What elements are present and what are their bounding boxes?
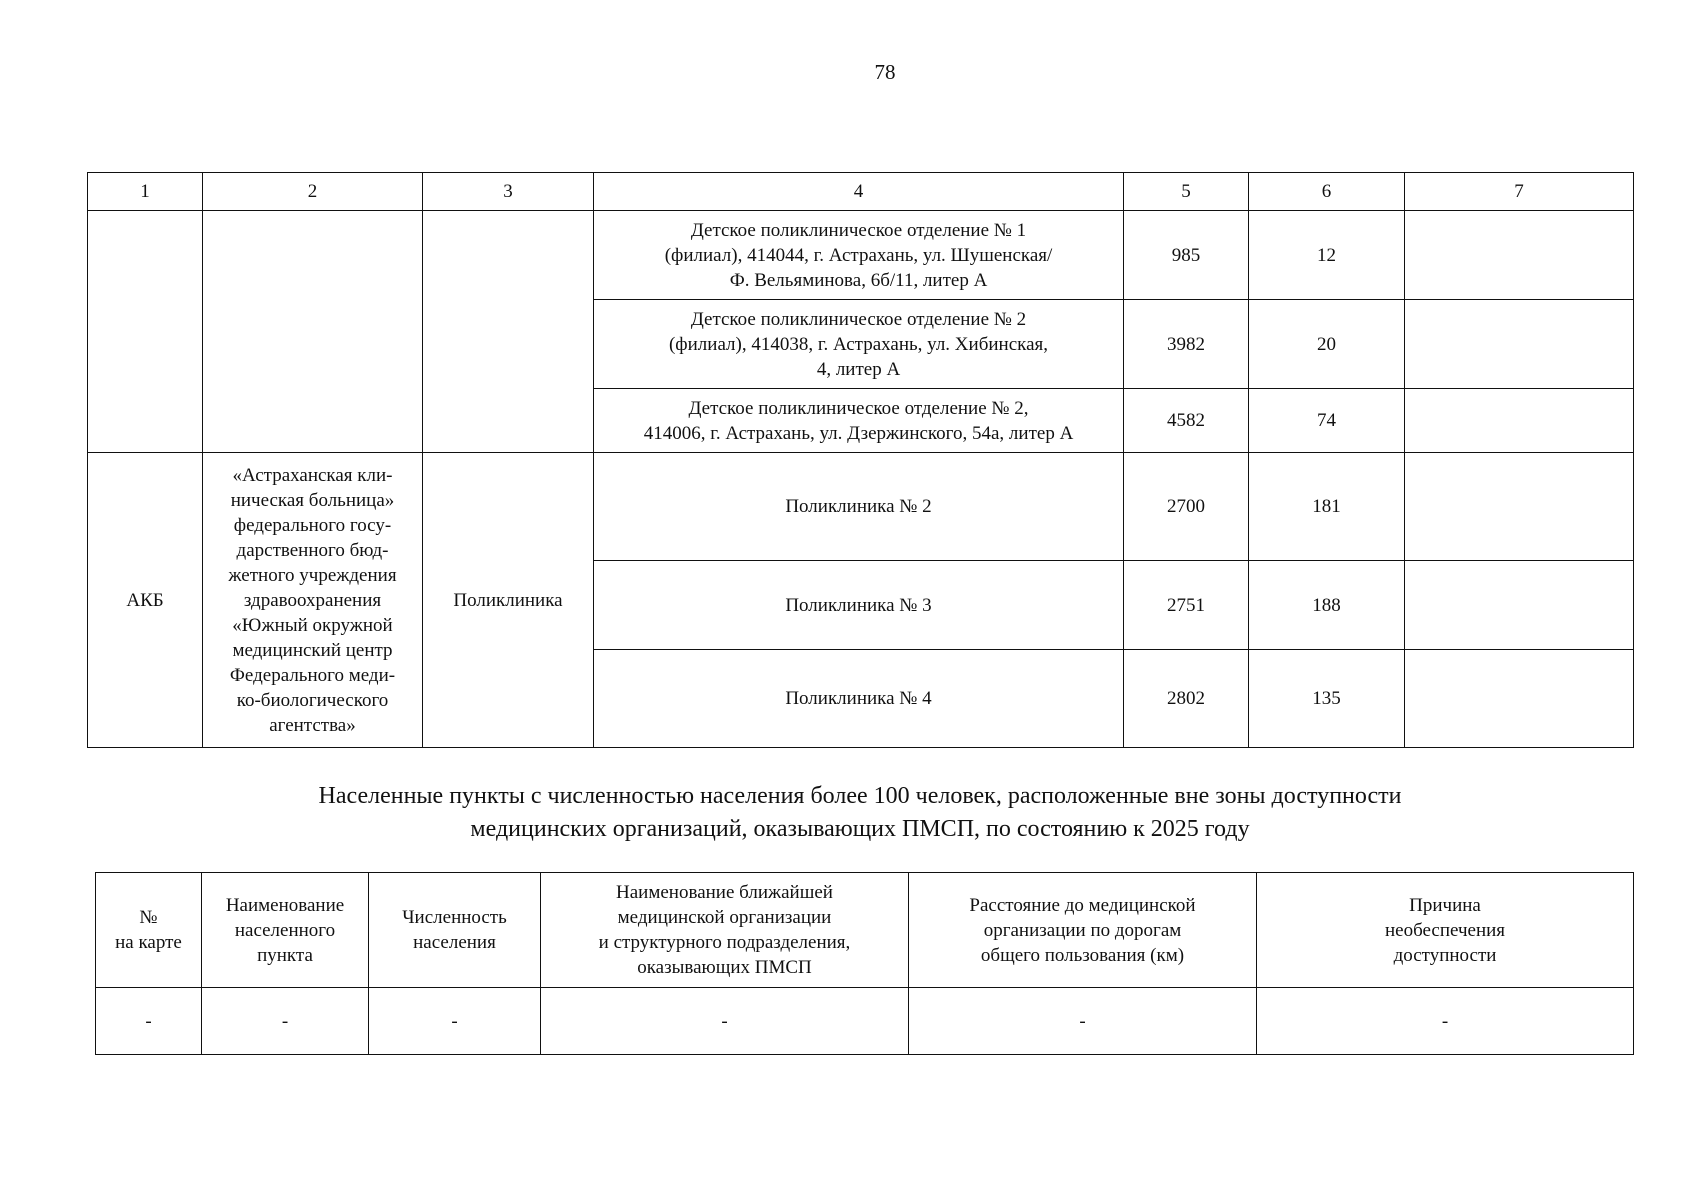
value-col7 [1405,453,1634,561]
column-header: Наименование населенного пункта [202,873,369,988]
subdivision-name: Поликлиника № 3 [594,561,1124,650]
table-cell: - [202,988,369,1055]
column-header: № на карте [96,873,202,988]
column-number: 1 [88,173,203,211]
column-number: 2 [203,173,423,211]
table-cell: - [369,988,541,1055]
subdivision-name: Детское поликлиническое отделение № 2, 414006, г. Астрахань, ул. Дзержинского, 54а, литер А [594,389,1124,453]
value-col5: 2802 [1124,650,1249,748]
subdivision-name: Детское поликлиническое отделение № 1 (филиал), 414044, г. Астрахань, ул. Шушенская/ Ф. Вельяминова, 6б/11, литер А [594,211,1124,300]
column-number: 3 [423,173,594,211]
table-row [96,988,1634,1055]
table-row [88,453,1634,561]
value-col6: 188 [1249,561,1405,650]
value-col6: 181 [1249,453,1405,561]
subdivision-name: Поликлиника № 4 [594,650,1124,748]
table-cell: - [96,988,202,1055]
value-col5: 2751 [1124,561,1249,650]
section-heading: Населенные пункты с численностью населения более 100 человек, расположенные вне зоны доступности медицинских организаций, оказывающих ПМСП, по состоянию к 2025 году [318,783,1402,842]
table-row [88,211,1634,300]
value-col6: 12 [1249,211,1405,300]
facility-type: Поликлиника [423,453,594,748]
value-col6: 74 [1249,389,1405,453]
value-col5: 3982 [1124,300,1249,389]
org-code: АКБ [88,453,203,748]
column-number: 6 [1249,173,1405,211]
table-cell: - [1257,988,1634,1055]
subdivision-name: Поликлиника № 2 [594,453,1124,561]
subdivision-name: Детское поликлиническое отделение № 2 (филиал), 414038, г. Астрахань, ул. Хибинская, 4, литер А [594,300,1124,389]
table-cell: - [909,988,1257,1055]
page-number: 78 [874,60,896,84]
value-col7 [1405,561,1634,650]
empty-cell [203,211,423,453]
organization-name: «Астраханская кли- ническая больница» федерального госу- дарственного бюд- жетного учреждения здравоохранения «Южный окружной медицинский центр Федерального меди- ко-биологического агентства» [203,453,423,748]
settlements-table [95,872,1634,1055]
empty-cell [423,211,594,453]
value-col6: 20 [1249,300,1405,389]
empty-cell [88,211,203,453]
column-header: Причина необеспечения доступности [1257,873,1634,988]
column-header: Численность населения [369,873,541,988]
value-col7 [1405,389,1634,453]
header-row [96,873,1634,988]
value-col5: 4582 [1124,389,1249,453]
facilities-table [87,172,1634,748]
table-cell: - [541,988,909,1055]
column-number: 5 [1124,173,1249,211]
column-header: Наименование ближайшей медицинской организации и структурного подразделения, оказывающих ПМСП [541,873,909,988]
value-col7 [1405,650,1634,748]
value-col5: 2700 [1124,453,1249,561]
column-number-row [88,173,1634,211]
value-col5: 985 [1124,211,1249,300]
column-header: Расстояние до медицинской организации по дорогам общего пользования (км) [909,873,1257,988]
value-col6: 135 [1249,650,1405,748]
column-number: 7 [1405,173,1634,211]
value-col7 [1405,300,1634,389]
value-col7 [1405,211,1634,300]
column-number: 4 [594,173,1124,211]
